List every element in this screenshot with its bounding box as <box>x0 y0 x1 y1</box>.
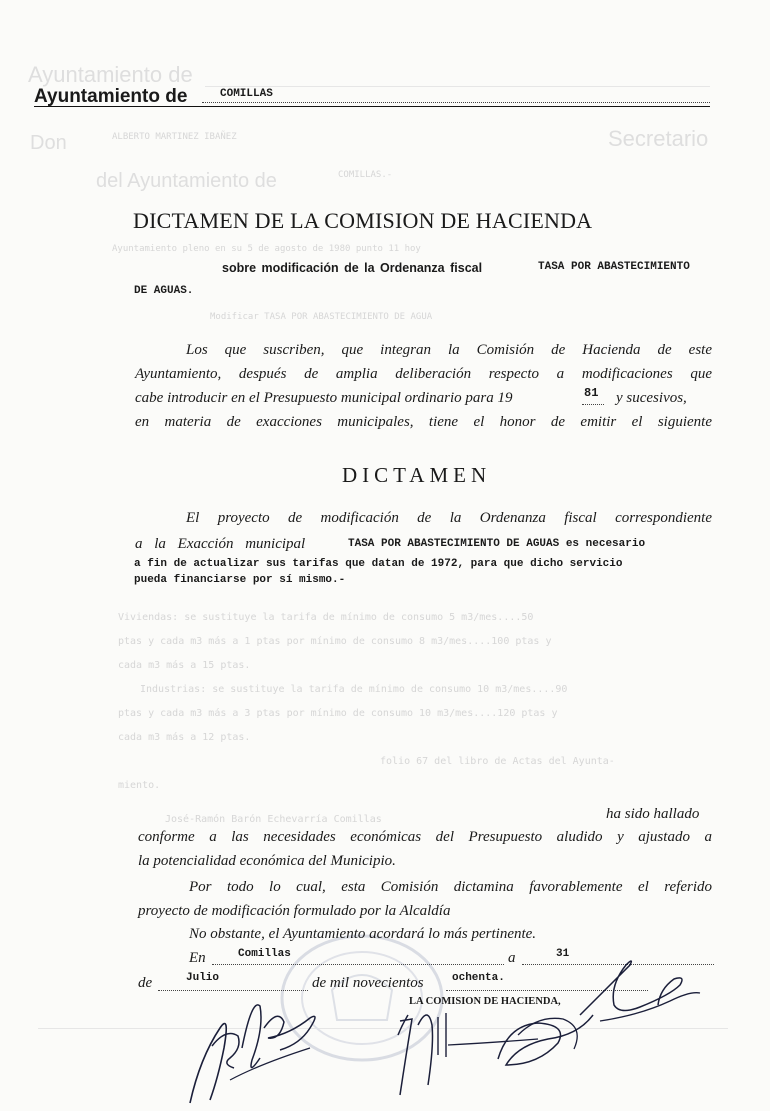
bleed-rule <box>205 86 710 87</box>
bleed-name: ALBERTO MARTINEZ IBAÑEZ <box>112 132 237 142</box>
page-title: DICTAMEN DE LA COMISION DE HACIENDA <box>133 208 593 233</box>
conclusion-line-4: proyecto de modificación formulado por la Alcaldía <box>138 903 451 919</box>
header-municipality: COMILLAS <box>220 88 273 100</box>
dateline-day: 31 <box>556 948 570 960</box>
body-line-2-prefix: a la Exacción municipal <box>135 536 306 552</box>
body-line-3: a fin de actualizar sus tarifas que datan de 1972, para que dicho servicio <box>134 558 623 570</box>
bleed-line12: miento. <box>118 780 161 791</box>
dateline-year: ochenta. <box>452 972 505 984</box>
header-label: Ayuntamiento de <box>34 86 188 107</box>
bleed-line11: folio 67 del libro de Actas del Ayunta- <box>380 756 615 767</box>
signature-label: LA COMISION DE HACIENDA, <box>409 996 561 1007</box>
dateline-a-label: a <box>508 950 516 966</box>
body-line-1: El proyecto de modificación de la Ordenanza fiscal correspondiente <box>186 510 712 526</box>
subject-prefix: sobre modificación de la Ordenanza fiscal <box>222 261 483 275</box>
intro-year-line <box>582 404 604 405</box>
intro-line-1: Los que suscriben, que integran la Comisión de Hacienda de este <box>186 342 712 358</box>
dateline-de-label: de <box>138 975 153 991</box>
bleed-ayuntamiento: Ayuntamiento de <box>28 62 193 87</box>
body-line-4: pueda financiarse por sí mismo.- <box>134 574 346 586</box>
dateline-mil-label: de mil novecientos <box>312 975 424 991</box>
bleed-line5: Viviendas: se sustituye la tarifa de mínimo de consumo 5 m3/mes....50 <box>118 612 534 623</box>
bleed-line6: ptas y cada m3 más a 1 ptas por mínimo de consumo 8 m3/mes....100 ptas y <box>118 636 552 647</box>
bleed-del-ayuntamiento: del Ayuntamiento de <box>96 170 277 192</box>
conclusion-line-2: la potencialidad económica del Municipio. <box>138 853 396 869</box>
dateline-en-label: En <box>189 950 206 966</box>
bleed-modificar: Modificar TASA POR ABASTECIMIENTO DE AGUA <box>210 312 433 322</box>
bleed-acuerdo: Ayuntamiento pleno en su 5 de agosto de 1980 punto 11 hoy <box>112 244 421 254</box>
bleed-secretario: Secretario <box>608 126 709 151</box>
signature-left <box>160 988 330 1108</box>
section-heading: DICTAMEN <box>342 463 492 487</box>
bleed-line10: cada m3 más a 12 ptas. <box>118 732 251 743</box>
intro-line-2: Ayuntamiento, después de amplia deliberación respecto a modificaciones que <box>135 366 712 382</box>
dateline-month: Julio <box>186 972 220 984</box>
conclusion-line-3: Por todo lo cual, esta Comisión dictamina favorablemente el referido <box>189 879 712 895</box>
bleed-line8: Industrias: se sustituye la tarifa de mínimo de consumo 10 m3/mes....90 <box>140 684 568 695</box>
dateline-place: Comillas <box>238 948 291 960</box>
header-fill-line <box>202 102 710 103</box>
intro-line-4: en materia de exacciones municipales, tiene el honor de emitir el siguiente <box>135 414 712 430</box>
intro-line-3b: y sucesivos, <box>616 390 687 406</box>
bleed-line7: cada m3 más a 15 ptas. <box>118 660 251 671</box>
bleed-don: Don <box>30 132 67 154</box>
intro-line-3a: cabe introducir en el Presupuesto municipal ordinario para 19 <box>135 390 513 406</box>
intro-year-suffix: 81 <box>584 386 599 400</box>
bleed-comillas: COMILLAS.- <box>338 170 393 180</box>
dateline-place-line <box>212 964 504 965</box>
header-rule <box>34 106 710 107</box>
conclusion-line-0: ha sido hallado <box>606 806 700 822</box>
bleed-line13: José-Ramón Barón Echevarría Comillas <box>165 814 382 825</box>
subject-ordinance: TASA POR ABASTECIMIENTO <box>538 261 690 273</box>
conclusion-line-1: conforme a las necesidades económicas del Presupuesto aludido y ajustado a <box>138 829 712 845</box>
conclusion-line-5: No obstante, el Ayuntamiento acordará lo más pertinente. <box>189 926 537 942</box>
signature-right <box>560 945 710 1035</box>
body-line-2-typed: TASA POR ABASTECIMIENTO DE AGUAS es necesario <box>348 538 646 550</box>
bleed-line9: ptas y cada m3 más a 3 ptas por mínimo de consumo 10 m3/mes....120 ptas y <box>118 708 558 719</box>
subject-ordinance-cont: DE AGUAS. <box>134 285 194 297</box>
